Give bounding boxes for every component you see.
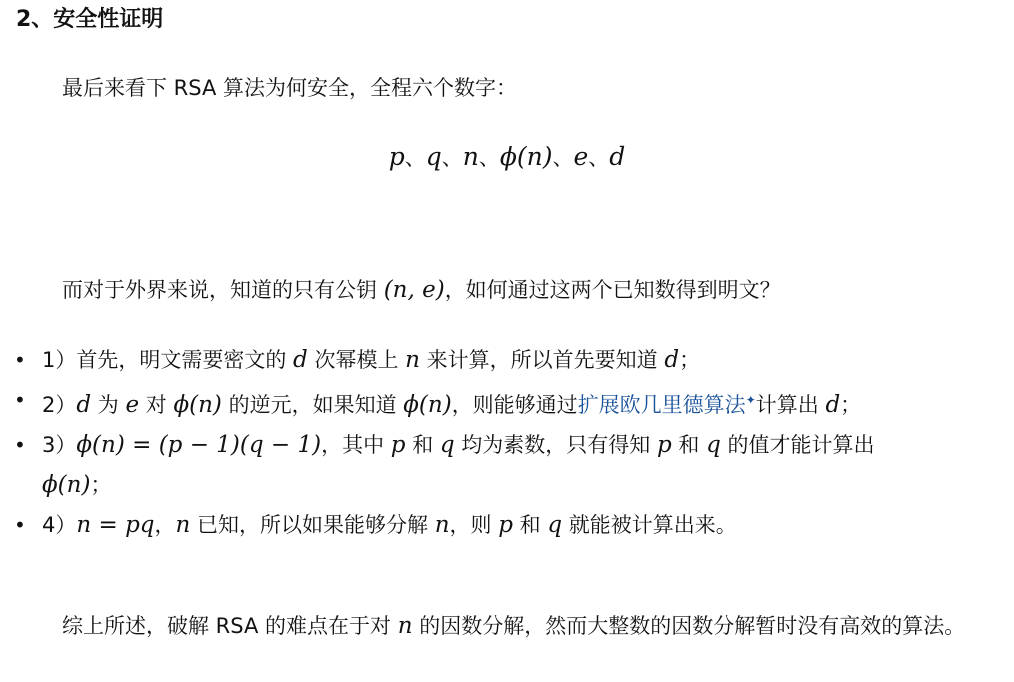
- text: 2）: [42, 393, 77, 417]
- n-formula: n = pq: [76, 512, 155, 538]
- text: 1）首先，明文需要密文的: [42, 348, 294, 372]
- phi-formula: ϕ(n) = (p − 1)(q − 1): [76, 432, 322, 458]
- sep: 、: [404, 146, 426, 170]
- sep: 、: [478, 146, 500, 170]
- text: ，如何通过这两个已知数得到明文？: [444, 278, 781, 302]
- var-n: n: [397, 613, 413, 639]
- text: 对: [139, 393, 174, 417]
- var-e: e: [573, 142, 589, 171]
- var-d: d: [609, 142, 626, 171]
- section-heading: 2、安全性证明: [16, 7, 164, 32]
- var-d: d: [293, 347, 308, 373]
- var-q: q: [547, 512, 563, 538]
- reasoning-list: [0, 340, 1010, 545]
- text: ，其中: [321, 433, 391, 457]
- text: ；: [679, 348, 701, 372]
- text: 4）: [42, 513, 77, 537]
- text: ，: [154, 513, 176, 537]
- var-phi-n: ϕ(n): [173, 392, 222, 418]
- var-n: n: [434, 512, 450, 538]
- six-numbers-formula: [0, 142, 1014, 172]
- text: 来计算，所以首先要知道: [419, 348, 665, 372]
- list-item: [0, 340, 1010, 380]
- var-p: p: [390, 432, 406, 458]
- text: 就能被计算出来。: [562, 513, 737, 537]
- var-p: p: [656, 432, 672, 458]
- text: 综上所述，破解 RSA 的难点在于对: [62, 614, 398, 638]
- list-item: [0, 505, 1010, 545]
- var-n: n: [462, 142, 479, 171]
- var-q: q: [706, 432, 721, 458]
- intro-paragraph: 最后来看下 RSA 算法为何安全，全程六个数字：: [62, 76, 518, 100]
- text: ；: [840, 393, 862, 417]
- text: 为: [91, 393, 126, 417]
- text: ，则能够通过: [451, 393, 578, 417]
- var-phi-n: ϕ(n): [42, 472, 91, 498]
- extended-euclid-link[interactable]: 扩展欧几里德算法: [577, 393, 746, 417]
- list-item: [0, 425, 972, 505]
- text: 的因数分解，然而大整数的因数分解暂时没有高效的算法。: [412, 614, 966, 638]
- public-key-tuple: (n, e): [383, 277, 445, 303]
- var-phi-n: ϕ(n): [403, 392, 452, 418]
- text: 的值才能计算出: [720, 433, 875, 457]
- var-p: p: [388, 142, 405, 171]
- text: 的逆元，如果知道: [221, 393, 404, 417]
- text: 均为素数，只有得知: [454, 433, 657, 457]
- sep: 、: [552, 146, 574, 170]
- sep: 、: [588, 146, 610, 170]
- sparkle-icon[interactable]: ✦: [745, 393, 756, 407]
- text: 计算出: [755, 393, 826, 417]
- var-phi-n: ϕ(n): [499, 142, 553, 171]
- summary-paragraph: [16, 605, 1006, 647]
- text: 和: [671, 433, 707, 457]
- public-key-paragraph: [62, 274, 781, 304]
- var-e: e: [125, 392, 140, 418]
- text: 而对于外界来说，知道的只有公钥: [62, 278, 384, 302]
- var-q: q: [425, 142, 442, 171]
- var-p: p: [498, 512, 513, 538]
- text: ，则: [449, 513, 499, 537]
- sep: 、: [441, 146, 463, 170]
- text: ；: [90, 473, 112, 497]
- text: 已知，所以如果能够分解: [190, 513, 435, 537]
- var-d: d: [825, 392, 841, 418]
- var-d: d: [664, 347, 680, 373]
- var-n: n: [405, 347, 420, 373]
- text: 次幂模上: [307, 348, 406, 372]
- var-q: q: [439, 432, 455, 458]
- var-n: n: [175, 512, 191, 538]
- text: 和: [405, 433, 440, 457]
- text: 3）: [42, 433, 77, 457]
- var-d: d: [76, 392, 92, 418]
- text: 和: [512, 513, 548, 537]
- list-item: [0, 380, 1010, 425]
